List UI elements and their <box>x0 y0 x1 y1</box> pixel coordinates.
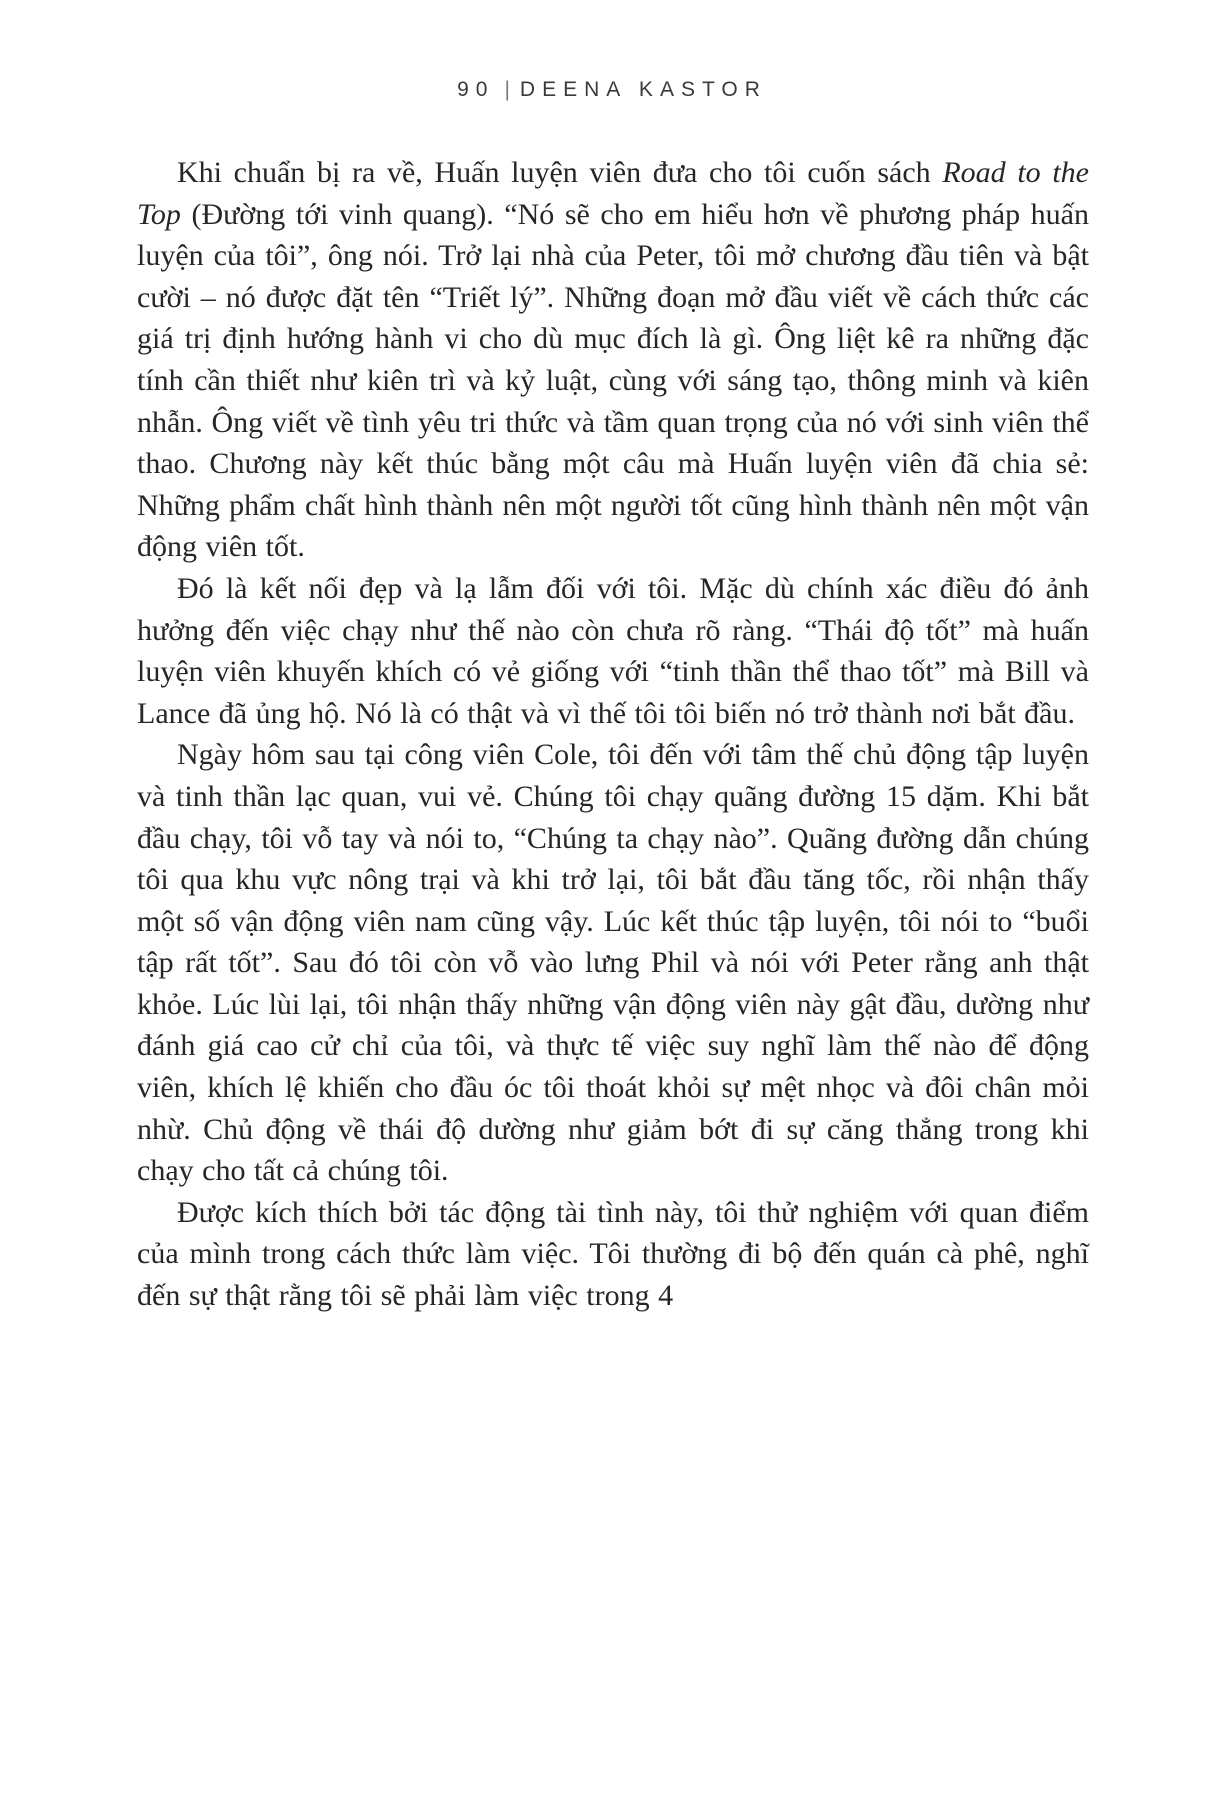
italic-text-run: Road to the Top <box>137 156 1089 231</box>
running-header <box>137 78 1087 102</box>
paragraph <box>137 568 1089 734</box>
paragraph <box>137 152 1089 568</box>
page-body <box>137 152 1089 1317</box>
text-run: Đó là kết nối đẹp và lạ lẫm đối với tôi. Mặc dù chính xác điều đó ảnh hưởng đến việc chạy như thế nào còn chưa rõ ràng. “Thái độ tốt” mà huấn luyện viên khuyến khích có vẻ giống với “tinh thần thể thao tốt” mà Bill và Lance đã ủng hộ. Nó là có thật và vì thế tôi tôi biến nó trở thành nơi bắt đầu. <box>137 571 1089 730</box>
author-name: DEENA KASTOR <box>519 78 767 101</box>
page-number: 90 <box>457 78 495 101</box>
text-run: Khi chuẩn bị ra về, Huấn luyện viên đưa cho tôi cuốn sách <box>177 156 943 189</box>
paragraph <box>137 1192 1089 1317</box>
text-run: Ngày hôm sau tại công viên Cole, tôi đến với tâm thế chủ động tập luyện và tinh thần lạc quan, vui vẻ. Chúng tôi chạy quãng đường 15 dặm. Khi bắt đầu chạy, tôi vỗ tay và nói to, “Chúng ta chạy nào”. Quãng đường dẫn chúng tôi qua khu vực nông trại và khi trở lại, tôi bắt đầu tăng tốc, rồi nhận thấy một số vận động viên nam cũng vậy. Lúc kết thúc tập luyện, tôi nói to “buổi tập rất tốt”. Sau đó tôi còn vỗ vào lưng Phil và nói với Peter rằng anh thật khỏe. Lúc lùi lại, tôi nhận thấy những vận động viên này gật đầu, dường như đánh giá cao cử chỉ của tôi, và thực tế việc suy nghĩ làm thế nào để động viên, khích lệ khiến cho đầu óc tôi thoát khỏi sự mệt nhọc và đôi chân mỏi nhừ. Chủ động về thái độ dường như giảm bớt đi sự căng thẳng trong khi chạy cho tất cả chúng tôi. <box>137 738 1089 1188</box>
text-run: Được kích thích bởi tác động tài tình này, tôi thử nghiệm với quan điểm của mình trong cách thức làm việc. Tôi thường đi bộ đến quán cà phê, nghĩ đến sự thật rằng tôi sẽ phải làm việc trong 4 <box>137 1195 1089 1313</box>
header-separator: | <box>504 78 510 101</box>
text-run: (Đường tới vinh quang). “Nó sẽ cho em hiểu hơn về phương pháp huấn luyện của tôi”, ông nói. Trở lại nhà của Peter, tôi mở chương đầu tiên và bật cười – nó được đặt tên “Triết lý”. Những đoạn mở đầu viết về cách thức các giá trị định hướng hành vi cho dù mục đích là gì. Ông liệt kê ra những đặc tính cần thiết như kiên trì và kỷ luật, cùng với sáng tạo, thông minh và kiên nhẫn. Ông viết về tình yêu tri thức và tầm quan trọng của nó với sinh viên thể thao. Chương này kết thúc bằng một câu mà Huấn luyện viên đã chia sẻ: Những phẩm chất hình thành nên một người tốt cũng hình thành nên một vận động viên tốt. <box>137 197 1089 564</box>
paragraph <box>137 734 1089 1192</box>
